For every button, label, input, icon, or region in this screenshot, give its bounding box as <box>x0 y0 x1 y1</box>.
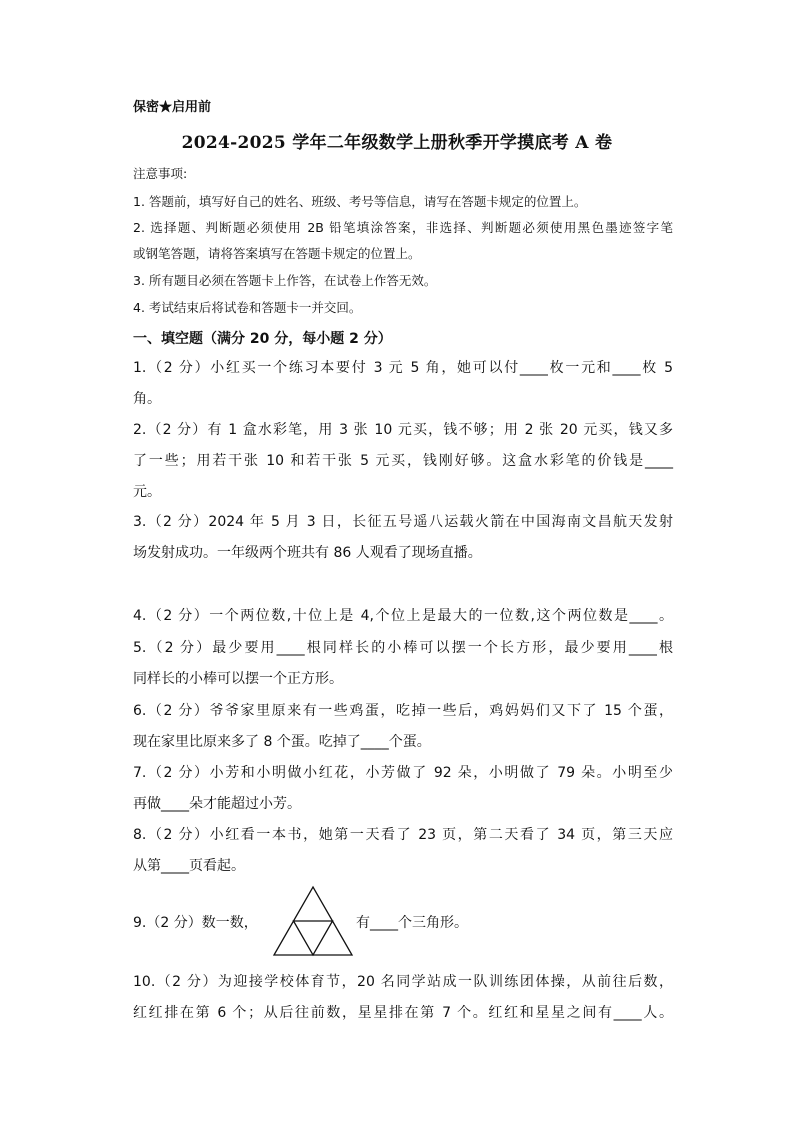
question-10 <box>133 967 673 1029</box>
question-6-line-1: 6.（2 分）爷爷家里原来有一些鸡蛋，吃掉一些后，鸡妈妈们又下了 15 个蛋， <box>133 703 673 719</box>
question-8 <box>133 820 673 882</box>
question-3-line-2: 场发射成功。一年级两个班共有 86 人观看了现场直播。 <box>133 545 482 561</box>
question-5-line-2: 同样长的小棒可以摆一个正方形。 <box>133 671 343 687</box>
section-title: 一、填空题（满分 20 分，每小题 2 分） <box>133 331 392 347</box>
question-7-line-2: 再做____朵才能超过小芳。 <box>133 796 301 812</box>
question-1-line-1: 1.（2 分）小红买一个练习本要付 3 元 5 角，她可以付____枚一元和____枚 5 <box>133 360 673 376</box>
inner-triangle <box>294 921 333 955</box>
question-10-line-1: 10.（2 分）为迎接学校体育节，20 名同学站成一队训练团体操，从前往后数， <box>133 974 673 990</box>
question-9 <box>133 908 258 939</box>
notice-item-3: 3. 所有题目必须在答题卡上作答，在试卷上作答无效。 <box>133 273 437 288</box>
question-8-line-2: 从第____页看起。 <box>133 858 245 874</box>
question-9-text-after: 有____个三角形。 <box>356 915 468 931</box>
question-10-line-2: 红红排在第 6 个；从后往前数，星星排在第 7 个。红红和星星之间有____人。 <box>133 1005 673 1021</box>
notice-item-1: 1. 答题前，填写好自己的姓名、班级、考号等信息，请写在答题卡规定的位置上。 <box>133 194 587 209</box>
question-2-line-3: 元。 <box>133 484 161 500</box>
notice-item-4: 4. 考试结束后将试卷和答题卡一并交回。 <box>133 300 362 315</box>
confidential-mark: 保密★启用前 <box>133 100 212 115</box>
notice-label: 注意事项: <box>133 166 188 181</box>
question-4-line-1: 4.（2 分）一个两位数,十位上是 4,个位上是最大的一位数,这个两位数是____。 <box>133 608 673 624</box>
question-6-line-2: 现在家里比原来多了 8 个蛋。吃掉了____个蛋。 <box>133 734 431 750</box>
triangle-figure <box>272 885 354 957</box>
question-6 <box>133 696 673 758</box>
notice-item-2-cont: 或钢笔答题，请将答案填写在答题卡规定的位置上。 <box>133 246 421 261</box>
question-8-line-1: 8.（2 分）小红看一本书，她第一天看了 23 页，第二天看了 34 页，第三天应 <box>133 827 673 843</box>
question-4 <box>133 601 673 632</box>
question-3-line-1: 3.（2 分）2024 年 5 月 3 日，长征五号遥八运载火箭在中国海南文昌航天发射 <box>133 514 673 530</box>
question-1-line-2: 角。 <box>133 391 161 407</box>
question-5-line-1: 5.（2 分）最少要用____根同样长的小棒可以摆一个长方形，最少要用____根 <box>133 640 673 656</box>
notice-item-2: 2. 选择题、判断题必须使用 2B 铅笔填涂答案，非选择、判断题必须使用黑色墨迹签字笔 <box>133 220 673 235</box>
question-2-line-2: 了一些；用若干张 10 和若干张 5 元买，钱刚好够。这盒水彩笔的价钱是____ <box>133 453 673 469</box>
exam-title: 2024-2025 学年二年级数学上册秋季开学摸底考 A 卷 <box>181 133 613 153</box>
question-2 <box>133 415 673 508</box>
question-7-line-1: 7.（2 分）小芳和小明做小红花，小芳做了 92 朵，小明做了 79 朵。小明至少 <box>133 765 673 781</box>
question-1 <box>133 353 673 415</box>
question-2-line-1: 2.（2 分）有 1 盒水彩笔，用 3 张 10 元买，钱不够；用 2 张 20 元买，钱又多 <box>133 422 673 438</box>
question-9-text-before: 9.（2 分）数一数， <box>133 915 258 931</box>
question-7 <box>133 758 673 820</box>
question-5 <box>133 633 673 695</box>
question-3 <box>133 507 673 569</box>
